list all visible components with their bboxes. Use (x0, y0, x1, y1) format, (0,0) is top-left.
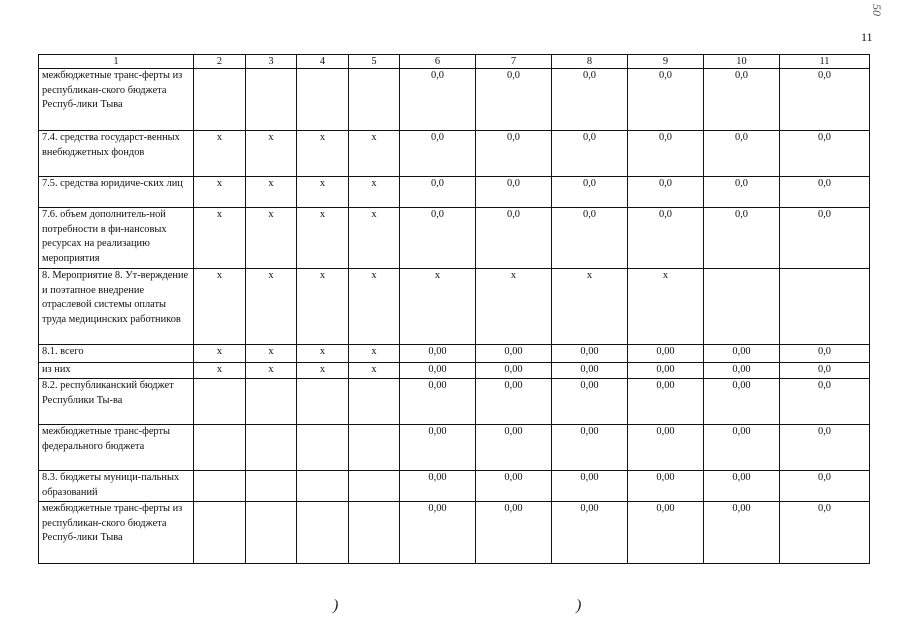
table-cell: 0,0 (704, 131, 780, 177)
table-cell: 0,00 (476, 425, 552, 471)
table-cell (349, 471, 400, 502)
table-cell: x (552, 269, 628, 345)
table-cell: 0,00 (704, 345, 780, 363)
table-cell: 0,0 (780, 69, 870, 131)
table-cell (349, 69, 400, 131)
table-cell: 0,0 (780, 425, 870, 471)
table-cell: x (246, 345, 297, 363)
table-row (39, 345, 870, 363)
row-label: 8.2. республиканский бюджет Республики Ты-ва (39, 379, 194, 425)
column-header: 1 (39, 55, 194, 69)
table-cell: 0,0 (704, 208, 780, 269)
table-cell (297, 425, 349, 471)
table-cell: 0,00 (628, 425, 704, 471)
table-header-row (39, 55, 870, 69)
table-cell: 0,00 (476, 471, 552, 502)
table-row (39, 502, 870, 564)
table-cell: 0,0 (628, 208, 704, 269)
table-cell (349, 379, 400, 425)
table-cell: 0,0 (552, 177, 628, 208)
table-cell: x (349, 131, 400, 177)
table-cell: 0,0 (704, 177, 780, 208)
table-cell (194, 471, 246, 502)
table-cell: 0,0 (780, 345, 870, 363)
scan-mark: ) (576, 597, 582, 614)
table-cell (297, 502, 349, 564)
column-header: 7 (476, 55, 552, 69)
table-cell: x (349, 345, 400, 363)
table-cell: x (349, 363, 400, 379)
column-header: 10 (704, 55, 780, 69)
table-cell: 0,00 (400, 363, 476, 379)
table-cell: 0,0 (628, 177, 704, 208)
table-cell: 0,0 (400, 177, 476, 208)
table-cell (246, 69, 297, 131)
table-cell: 0,00 (476, 379, 552, 425)
table-cell: 0,0 (552, 69, 628, 131)
column-header: 4 (297, 55, 349, 69)
row-label: 7.6. объем дополнитель-ной потребности в фи-нансовых ресурсах на реализацию мероприятия (39, 208, 194, 269)
table-cell (246, 502, 297, 564)
table-cell: 0,00 (704, 379, 780, 425)
table-cell (246, 471, 297, 502)
table-cell: 0,00 (552, 379, 628, 425)
table-cell: x (297, 345, 349, 363)
table-cell: x (628, 269, 704, 345)
table-cell: 0,00 (552, 425, 628, 471)
table-cell: 0,0 (780, 502, 870, 564)
table-cell: x (246, 363, 297, 379)
table-cell (297, 379, 349, 425)
table-cell: 0,0 (476, 69, 552, 131)
table-cell (780, 269, 870, 345)
row-label: 8.1. всего (39, 345, 194, 363)
table-cell: 0,0 (476, 131, 552, 177)
table-cell: 0,00 (704, 471, 780, 502)
table-cell: x (297, 131, 349, 177)
table-cell: x (297, 177, 349, 208)
table-cell: 0,00 (476, 345, 552, 363)
table-cell (194, 379, 246, 425)
table-cell: 0,0 (400, 131, 476, 177)
page-number: 11 (861, 30, 873, 44)
table-cell: x (349, 269, 400, 345)
table-cell: x (246, 208, 297, 269)
table-cell: 0,0 (400, 208, 476, 269)
table-row (39, 177, 870, 208)
table-cell: 0,00 (704, 502, 780, 564)
table-cell: 0,00 (400, 345, 476, 363)
table-cell: x (246, 269, 297, 345)
table-cell: 0,00 (704, 363, 780, 379)
budget-table (38, 54, 870, 564)
table-cell: 0,00 (476, 502, 552, 564)
row-label: 7.4. средства государст-венных внебюджетных фондов (39, 131, 194, 177)
table-cell (349, 502, 400, 564)
table-cell: x (349, 177, 400, 208)
table-cell: 0,00 (400, 502, 476, 564)
table-cell: 0,0 (628, 131, 704, 177)
table-cell: 0,00 (552, 502, 628, 564)
table-cell: 0,0 (552, 131, 628, 177)
row-label: из них (39, 363, 194, 379)
table-cell: 0,00 (628, 502, 704, 564)
table-cell: x (194, 363, 246, 379)
table-cell: 0,00 (552, 345, 628, 363)
table-cell (246, 425, 297, 471)
table-cell: 0,00 (628, 363, 704, 379)
table-cell (704, 269, 780, 345)
table-cell: x (194, 131, 246, 177)
table-body (39, 69, 870, 564)
row-label: межбюджетные транс-ферты из республикан-ского бюджета Респуб-лики Тыва (39, 502, 194, 564)
table-cell: 0,0 (780, 379, 870, 425)
table-row (39, 269, 870, 345)
table-cell: x (297, 363, 349, 379)
table-cell: 0,00 (476, 363, 552, 379)
table-cell: 0,0 (476, 177, 552, 208)
table-cell: x (297, 269, 349, 345)
table-cell (297, 69, 349, 131)
table-row (39, 363, 870, 379)
table-cell: x (349, 208, 400, 269)
table-row (39, 379, 870, 425)
table-cell: x (476, 269, 552, 345)
table-cell: 0,00 (552, 363, 628, 379)
table-cell: 0,0 (704, 69, 780, 131)
table-row (39, 208, 870, 269)
column-header: 2 (194, 55, 246, 69)
handwritten-page-mark: 50 (870, 4, 884, 16)
table-row (39, 471, 870, 502)
table-cell: 0,0 (628, 69, 704, 131)
table-cell: x (194, 345, 246, 363)
table-cell: 0,0 (780, 177, 870, 208)
table-cell: 0,0 (780, 131, 870, 177)
table-cell: x (194, 269, 246, 345)
table-cell (297, 471, 349, 502)
table-cell: 0,0 (780, 363, 870, 379)
table-row (39, 131, 870, 177)
table-cell: 0,00 (628, 345, 704, 363)
row-label: 8.3. бюджеты муници-пальных образований (39, 471, 194, 502)
table-cell: 0,00 (400, 425, 476, 471)
column-header: 11 (780, 55, 870, 69)
table-cell: x (194, 208, 246, 269)
table-cell: 0,00 (704, 425, 780, 471)
table-cell: 0,0 (552, 208, 628, 269)
column-header: 5 (349, 55, 400, 69)
column-header: 6 (400, 55, 476, 69)
row-label: межбюджетные транс-ферты из республикан-ского бюджета Респуб-лики Тыва (39, 69, 194, 131)
table-row (39, 425, 870, 471)
table-row (39, 69, 870, 131)
table-cell: x (194, 177, 246, 208)
table-cell: x (400, 269, 476, 345)
table-cell: x (297, 208, 349, 269)
table-cell: 0,00 (628, 471, 704, 502)
table-cell (246, 379, 297, 425)
table-cell (194, 502, 246, 564)
table-cell: 0,0 (780, 471, 870, 502)
table-cell: 0,00 (628, 379, 704, 425)
table-cell: 0,0 (780, 208, 870, 269)
table-cell: 0,00 (400, 471, 476, 502)
table-cell (194, 425, 246, 471)
table-cell: x (246, 177, 297, 208)
table-cell (194, 69, 246, 131)
table-cell: 0,0 (476, 208, 552, 269)
column-header: 8 (552, 55, 628, 69)
table-cell: x (246, 131, 297, 177)
row-label: 7.5. средства юридиче-ских лиц (39, 177, 194, 208)
table-cell: 0,00 (400, 379, 476, 425)
row-label: межбюджетные транс-ферты федерального бюджета (39, 425, 194, 471)
table-cell: 0,00 (552, 471, 628, 502)
scan-mark: ) (333, 597, 339, 614)
row-label: 8. Мероприятие 8. Ут-верждение и поэтапное внедрение отраслевой системы оплаты труда медицинских работников (39, 269, 194, 345)
column-header: 3 (246, 55, 297, 69)
column-header: 9 (628, 55, 704, 69)
table-cell (349, 425, 400, 471)
table-cell: 0,0 (400, 69, 476, 131)
